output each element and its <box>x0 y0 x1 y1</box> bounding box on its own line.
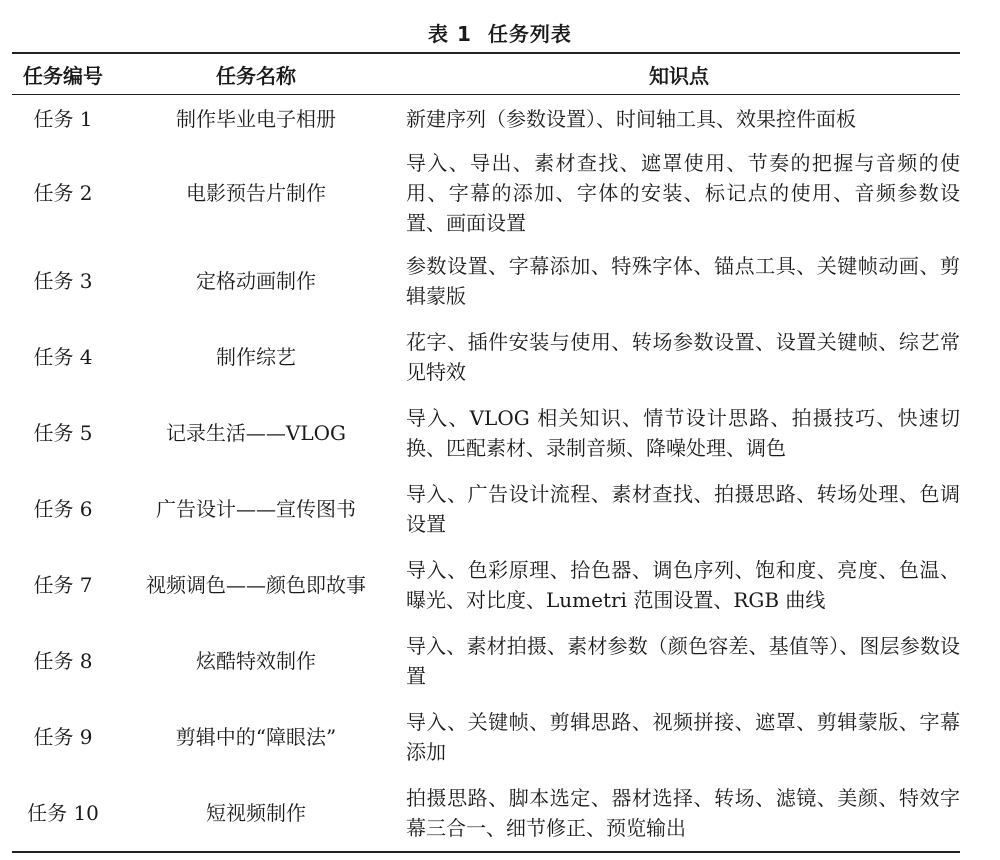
knowledge-cell: 新建序列（参数设置）、时间轴工具、效果控件面板 <box>406 107 856 131</box>
table-row <box>12 547 960 623</box>
task-id-cell: 任务 4 <box>33 345 93 369</box>
knowledge-cell: 导入、色彩原理、拾色器、调色序列、饱和度、亮度、色温、曝光、对比度、Lumetri 范围设置、RGB 曲线 <box>406 558 960 612</box>
task-name-cell: 剪辑中的“障眼法” <box>175 725 337 749</box>
knowledge-cell: 参数设置、字幕添加、特殊字体、锚点工具、关键帧动画、剪辑蒙版 <box>406 254 960 308</box>
knowledge-cell: 花字、插件安装与使用、转场参数设置、设置关键帧、综艺常见特效 <box>406 330 960 384</box>
task-name-cell: 制作综艺 <box>216 345 296 369</box>
table-row <box>12 471 960 547</box>
knowledge-cell: 导入、关键帧、剪辑思路、视频拼接、遮罩、剪辑蒙版、字幕添加 <box>406 710 960 764</box>
header-task-name: 任务名称 <box>114 53 398 95</box>
header-knowledge: 知识点 <box>398 53 960 95</box>
task-name-cell: 视频调色——颜色即故事 <box>146 573 366 597</box>
task-id-cell: 任务 9 <box>33 725 93 749</box>
task-id-cell: 任务 3 <box>33 269 93 293</box>
task-name-cell: 炫酷特效制作 <box>196 649 316 673</box>
task-name-cell: 制作毕业电子相册 <box>176 107 336 131</box>
knowledge-cell: 导入、VLOG 相关知识、情节设计思路、拍摄技巧、快速切换、匹配素材、录制音频、降噪处理、调色 <box>406 406 960 460</box>
task-name-cell: 短视频制作 <box>114 775 398 852</box>
knowledge-cell: 导入、素材拍摄、素材参数（颜色容差、基值等）、图层参数设置 <box>406 634 960 688</box>
knowledge-cell: 导入、广告设计流程、素材查找、拍摄思路、转场处理、色调设置 <box>406 482 960 536</box>
task-name-cell: 记录生活——VLOG <box>165 421 347 445</box>
table-title: 任务列表 <box>487 22 572 46</box>
table-row <box>12 243 960 319</box>
knowledge-cell: 拍摄思路、脚本选定、器材选择、转场、滤镜、美颜、特效字幕三合一、细节修正、预览输出 <box>398 775 960 852</box>
task-id-cell: 任务 5 <box>33 421 93 445</box>
task-id-cell: 任务 1 <box>33 107 93 131</box>
table-row <box>12 143 960 243</box>
task-id-cell: 任务 8 <box>33 649 93 673</box>
table-number: 表 1 <box>428 22 472 46</box>
table-row <box>12 319 960 395</box>
header-row <box>12 53 960 95</box>
task-table <box>12 52 960 853</box>
table-row <box>12 95 960 144</box>
task-id-cell: 任务 6 <box>33 497 93 521</box>
task-id-cell: 任务 7 <box>33 573 93 597</box>
task-id-cell: 任务 10 <box>12 775 114 852</box>
table-row <box>12 623 960 699</box>
header-task-id: 任务编号 <box>12 53 114 95</box>
knowledge-cell: 导入、导出、素材查找、遮罩使用、节奏的把握与音频的使用、字幕的添加、字体的安装、标记点的使用、音频参数设置、画面设置 <box>406 151 960 235</box>
table-row <box>12 775 960 852</box>
task-name-cell: 定格动画制作 <box>196 269 316 293</box>
table-row <box>12 699 960 775</box>
task-name-cell: 广告设计——宣传图书 <box>156 497 356 521</box>
task-name-cell: 电影预告片制作 <box>186 181 326 205</box>
table-row <box>12 395 960 471</box>
task-id-cell: 任务 2 <box>33 181 93 205</box>
table-caption <box>0 18 1000 47</box>
